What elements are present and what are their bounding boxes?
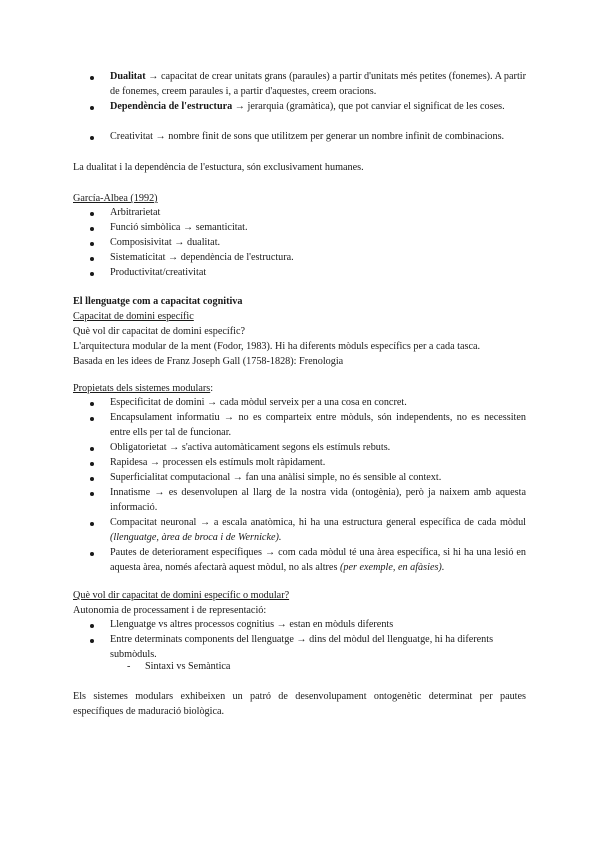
- property-text: Compacitat neuronal → a escala anatòmica, hi ha una estructura general específica de cada mòdul: [110, 517, 526, 528]
- term-dependencia: Dependència de l'estructura: [110, 101, 233, 112]
- property-item: [110, 545, 526, 575]
- bullet-dot: [90, 272, 94, 276]
- props-heading: [73, 381, 213, 396]
- list-item-dualitat: [110, 69, 526, 99]
- dualitat-note: La dualitat i la dependència de l'estuctura, són exclusivament humanes.: [73, 162, 364, 173]
- bullet-dot: [90, 257, 94, 261]
- property-text: Superficialitat computacional → fan una anàlisi simple, no és sensible al context.: [110, 472, 442, 483]
- term-dualitat: Dualitat: [110, 71, 146, 82]
- modular-item: [110, 617, 526, 632]
- bullet-dot: [90, 552, 94, 556]
- bullet-dot: [90, 212, 94, 216]
- property-text: Encapsulament informatiu → no es comparteix entre mòduls, són independents, no es necessiten entre ells per tal de funcionar.: [110, 412, 526, 439]
- property-item: [110, 395, 526, 410]
- property-item: [110, 440, 526, 455]
- props-heading-colon: :: [210, 383, 214, 394]
- bullet-dot: [90, 106, 94, 110]
- property-item: [110, 410, 526, 440]
- property-item: [110, 515, 526, 545]
- definition-creativitat: Creativitat → nombre finit de sons que utilitzem per generar un nombre infinit de combinacions.: [110, 131, 505, 142]
- modular-heading: Què vol dir capacitat de domini específic o modular?: [73, 590, 290, 601]
- definition-dualitat: → capacitat de crear unitats grans (paraules) a partir d'unitats més petites (fonemes). A partir de fonemes, creem paraules i, a partir d'aquestes, creem oracions.: [110, 71, 526, 98]
- property-italic-note: (per exemple, en afàsies).: [339, 562, 445, 574]
- sub-dash: -: [127, 661, 131, 672]
- bullet-dot: [90, 492, 94, 496]
- bullet-dot: [90, 522, 94, 526]
- section-subtitle: Capacitat de domini específic: [73, 311, 194, 322]
- bullet-dot: [90, 76, 94, 80]
- bullet-dot: [90, 136, 94, 140]
- property-item: [110, 455, 526, 470]
- bullet-dot: [90, 227, 94, 231]
- garcia-item: Arbitrarietat: [110, 207, 161, 218]
- question-line: Què vol dir capacitat de domini específic?: [73, 326, 245, 337]
- property-item: [110, 470, 526, 485]
- bullet-dot: [90, 402, 94, 406]
- bullet-dot: [90, 462, 94, 466]
- bullet-dot: [90, 417, 94, 421]
- property-text: Rapidesa → processen els estímuls molt ràpidament.: [110, 457, 326, 468]
- bullet-dot: [90, 477, 94, 481]
- sub-item: Sintaxi vs Semàntica: [145, 661, 231, 672]
- list-item-creativitat: [110, 129, 526, 144]
- garcia-item: Productivitat/creativitat: [110, 267, 207, 278]
- definition-dependencia: → jerarquia (gramàtica), que pot canviar el significat de les coses.: [232, 101, 505, 112]
- property-text: Obligatorietat → s'activa automàticament segons els estímuls rebuts.: [110, 442, 391, 453]
- garcia-item: Sistematicitat → dependència de l'estructura.: [110, 252, 294, 263]
- property-text: Especificitat de domini → cada mòdul serveix per a una cosa en concret.: [110, 397, 407, 408]
- autonomy-line: Autonomia de processament i de representació:: [73, 605, 267, 616]
- property-text: Innatisme → es desenvolupen al llarg de la nostra vida (ontogènia), però ja naixem amb aquesta informació.: [110, 487, 526, 514]
- fodor-line: L'arquitectura modular de la ment (Fodor, 1983). Hi ha diferents mòduls específics per a cada tasca.: [73, 341, 481, 352]
- garcia-item: Funció simbòlica → semanticitat.: [110, 222, 248, 233]
- bullet-dot: [90, 447, 94, 451]
- modular-item-text: Llenguatge vs altres processos cognitius → estan en mòduls diferents: [110, 619, 394, 630]
- gall-line: Basada en les idees de Franz Joseph Gall (1758-1828): Frenologia: [73, 356, 344, 367]
- closing-paragraph: Els sistemes modulars exhibeixen un patró de desenvolupament ontogenètic determinat per pautes específiques de maduració biològica.: [73, 691, 526, 718]
- bullet-dot: [90, 639, 94, 643]
- bullet-dot: [90, 242, 94, 246]
- list-item-dependencia: [110, 99, 526, 114]
- bullet-dot: [90, 624, 94, 628]
- garcia-item: Composisivitat → dualitat.: [110, 237, 221, 248]
- property-italic-note: (llenguatge, àrea de broca i de Wernicke).: [110, 532, 282, 544]
- garcia-heading: García-Albea (1992): [73, 193, 158, 204]
- property-text: Pautes de deteriorament específiques → com cada mòdul té una àrea específica, si hi ha una lesió en aquesta àrea, només afectarà aquest mòdul, no als altres: [110, 547, 526, 574]
- props-heading-text: Propietats dels sistemes modulars: [73, 383, 211, 394]
- modular-item: [110, 632, 526, 662]
- property-item: [110, 485, 526, 515]
- section-title: El llenguatge com a capacitat cognitiva: [73, 296, 243, 307]
- modular-item-text: Entre determinats components del llenguatge → dins del mòdul del llenguatge, hi ha diferents submòduls.: [110, 634, 494, 661]
